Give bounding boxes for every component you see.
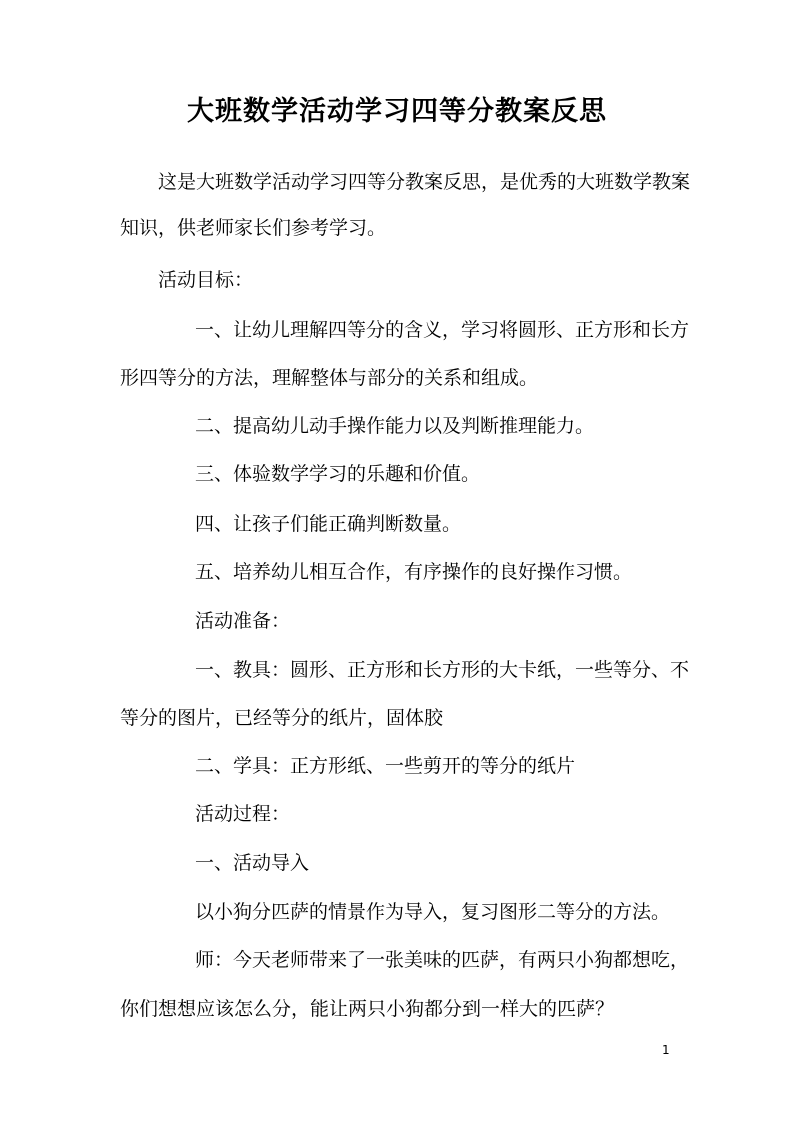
section-heading: 活动准备： (195, 610, 291, 632)
section-heading: 活动目标： (158, 269, 254, 291)
page-number: 1 (662, 1043, 670, 1057)
paragraph-line: 五、培养幼儿相互合作，有序操作的良好操作习惯。 (195, 561, 633, 583)
paragraph-line: 以小狗分匹萨的情景作为导入，复习图形二等分的方法。 (195, 901, 671, 923)
paragraph-line: 二、学具：正方形纸、一些剪开的等分的纸片 (195, 755, 576, 777)
document-title: 大班数学活动学习四等分教案反思 (187, 96, 607, 127)
paragraph-line: 这是大班数学活动学习四等分教案反思，是优秀的大班数学教案 (158, 171, 691, 193)
paragraph-line: 你们想想应该怎么分，能让两只小狗都分到一样大的匹萨？ (120, 998, 615, 1020)
paragraph-line: 一、教具：圆形、正方形和长方形的大卡纸，一些等分、不 (195, 659, 690, 681)
section-heading: 活动过程： (195, 803, 291, 825)
paragraph-line: 知识，供老师家长们参考学习。 (120, 217, 387, 239)
paragraph-line: 形四等分的方法，理解整体与部分的关系和组成。 (120, 367, 539, 389)
paragraph-line: 一、让幼儿理解四等分的含义，学习将圆形、正方形和长方 (195, 319, 690, 341)
paragraph-line: 等分的图片，已经等分的纸片，固体胶 (120, 707, 444, 729)
paragraph-line: 四、让孩子们能正确判断数量。 (195, 513, 462, 535)
paragraph-line: 二、提高幼儿动手操作能力以及判断推理能力。 (195, 415, 595, 437)
paragraph-line: 一、活动导入 (195, 852, 310, 874)
paragraph-line: 师：今天老师带来了一张美味的匹萨，有两只小狗都想吃， (195, 949, 690, 971)
paragraph-line: 三、体验数学学习的乐趣和价值。 (195, 463, 481, 485)
